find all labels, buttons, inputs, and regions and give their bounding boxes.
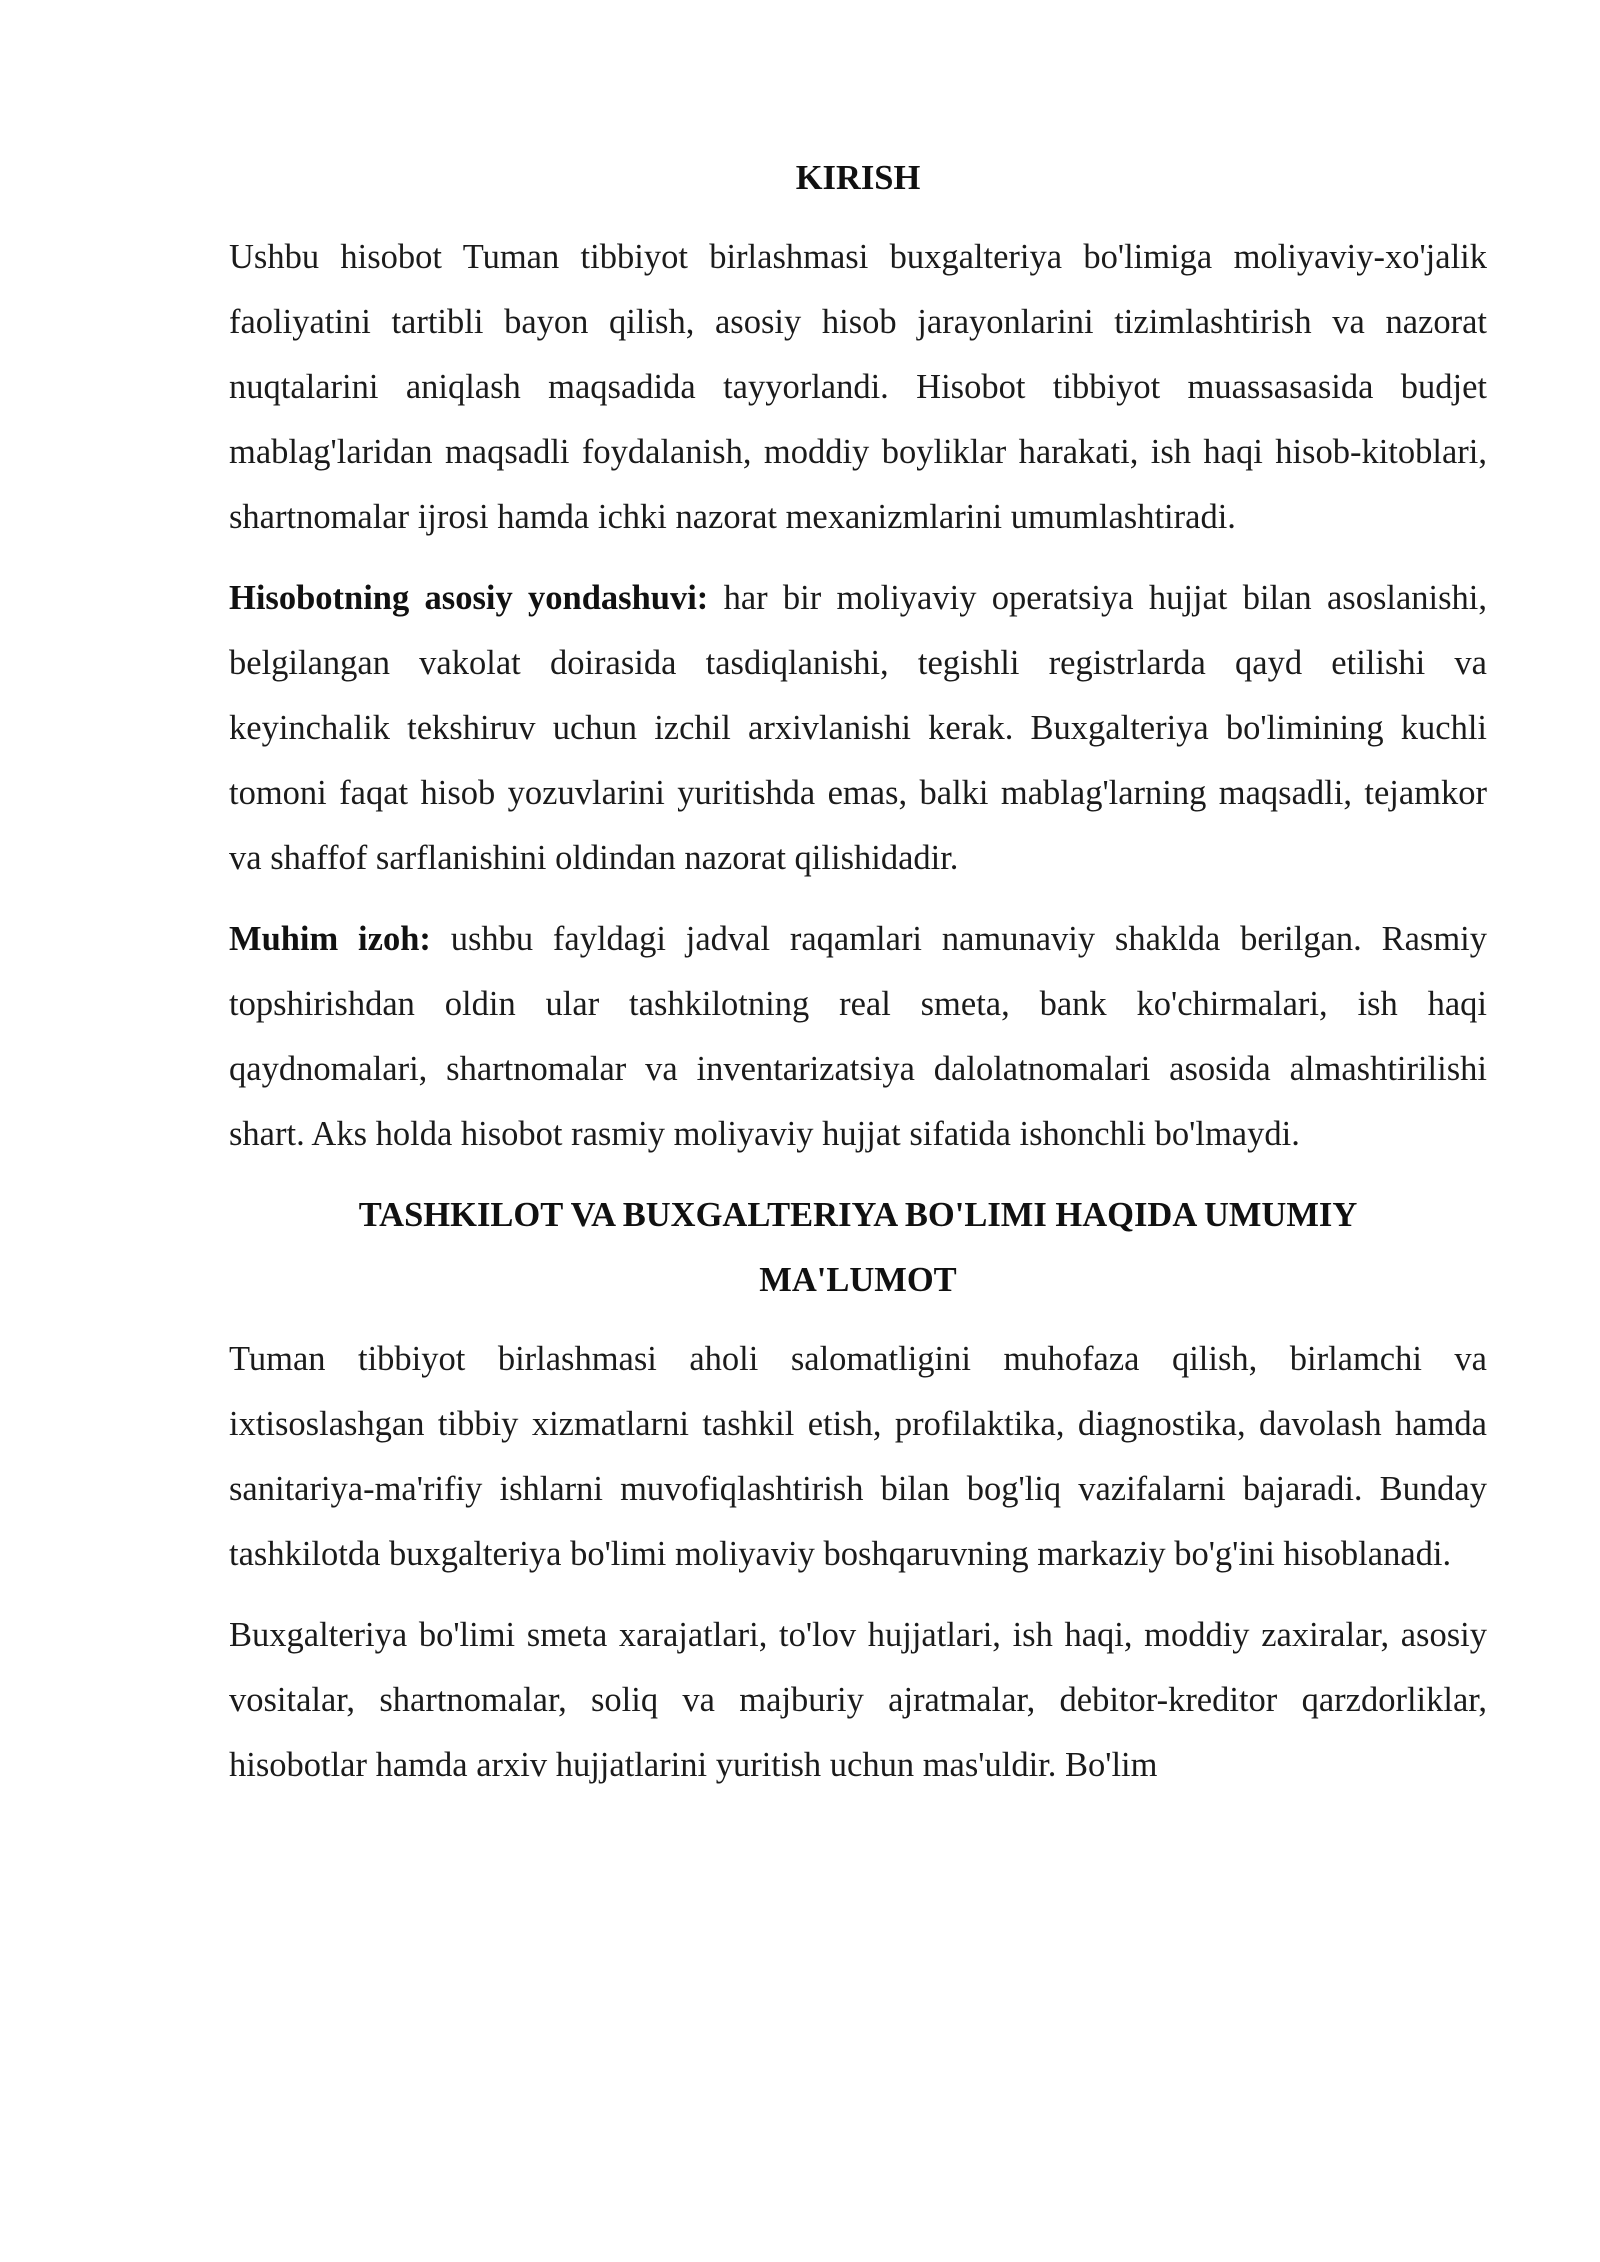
organization-paragraph-1: Tuman tibbiyot birlashmasi aholi salomatligini muhofaza qilish, birlamchi va ixtisoslashgan tibbiy xizmatlarni tashkil etish, profilaktika, diagnostika, davolash hamda sanitariya-ma'rifiy ishlarni muvofiqlashtirish bilan bog'liq vazifalarni bajaradi. Bunday tashkilotda buxgalteriya bo'limi moliyaviy boshqaruvning markaziy bo'g'ini hisoblanadi.	[229, 1340, 1487, 1573]
section-heading-intro: KIRISH	[795, 159, 921, 197]
approach-paragraph	[229, 566, 1487, 891]
document-body	[229, 146, 1487, 1814]
section-heading-organization: TASHKILOT VA BUXGALTERIYA BO'LIMI HAQIDA UMUMIY MA'LUMOT	[358, 1196, 1358, 1299]
approach-text: har bir moliyaviy operatsiya hujjat bilan asoslanishi, belgilangan vakolat doirasida tasdiqlanishi, tegishli registrlarda qayd etilishi va keyinchalik tekshiruv uchun izchil arxivlanishi kerak. Buxgalteriya bo'limining kuchli tomoni faqat hisob yozuvlarini yuritishda emas, balki mablag'larning maqsadli, tejamkor va shaffof sarflanishini oldindan nazorat qilishidadir.	[229, 579, 1488, 877]
note-label: Muhim izoh:	[229, 920, 431, 958]
approach-label: Hisobotning asosiy yondashuvi:	[229, 579, 709, 617]
organization-paragraph-2: Buxgalteriya bo'limi smeta xarajatlari, to'lov hujjatlari, ish haqi, moddiy zaxiralar, asosiy vositalar, shartnomalar, soliq va majburiy ajratmalar, debitor-kreditor qarzdorliklar, hisobotlar hamda arxiv hujjatlarini yuritish uchun mas'uldir. Bo'lim	[229, 1616, 1487, 1784]
note-paragraph	[229, 907, 1487, 1167]
intro-paragraph: Ushbu hisobot Tuman tibbiyot birlashmasi buxgalteriya bo'limiga moliyaviy-xo'jalik faoliyatini tartibli bayon qilish, asosiy hisob jarayonlarini tizimlashtirish va nazorat nuqtalarini aniqlash maqsadida tayyorlandi. Hisobot tibbiyot muassasasida budjet mablag'laridan maqsadli foydalanish, moddiy boyliklar harakati, ish haqi hisob-kitoblari, shartnomalar ijrosi hamda ichki nazorat mexanizmlarini umumlashtiradi.	[229, 238, 1487, 536]
note-text: ushbu fayldagi jadval raqamlari namunaviy shaklda berilgan. Rasmiy topshirishdan oldin ular tashkilotning real smeta, bank ko'chirmalari, ish haqi qaydnomalari, shartnomalar va inventarizatsiya dalolatnomalari asosida almashtirilishi shart. Aks holda hisobot rasmiy moliyaviy hujjat sifatida ishonchli bo'lmaydi.	[229, 920, 1487, 1153]
